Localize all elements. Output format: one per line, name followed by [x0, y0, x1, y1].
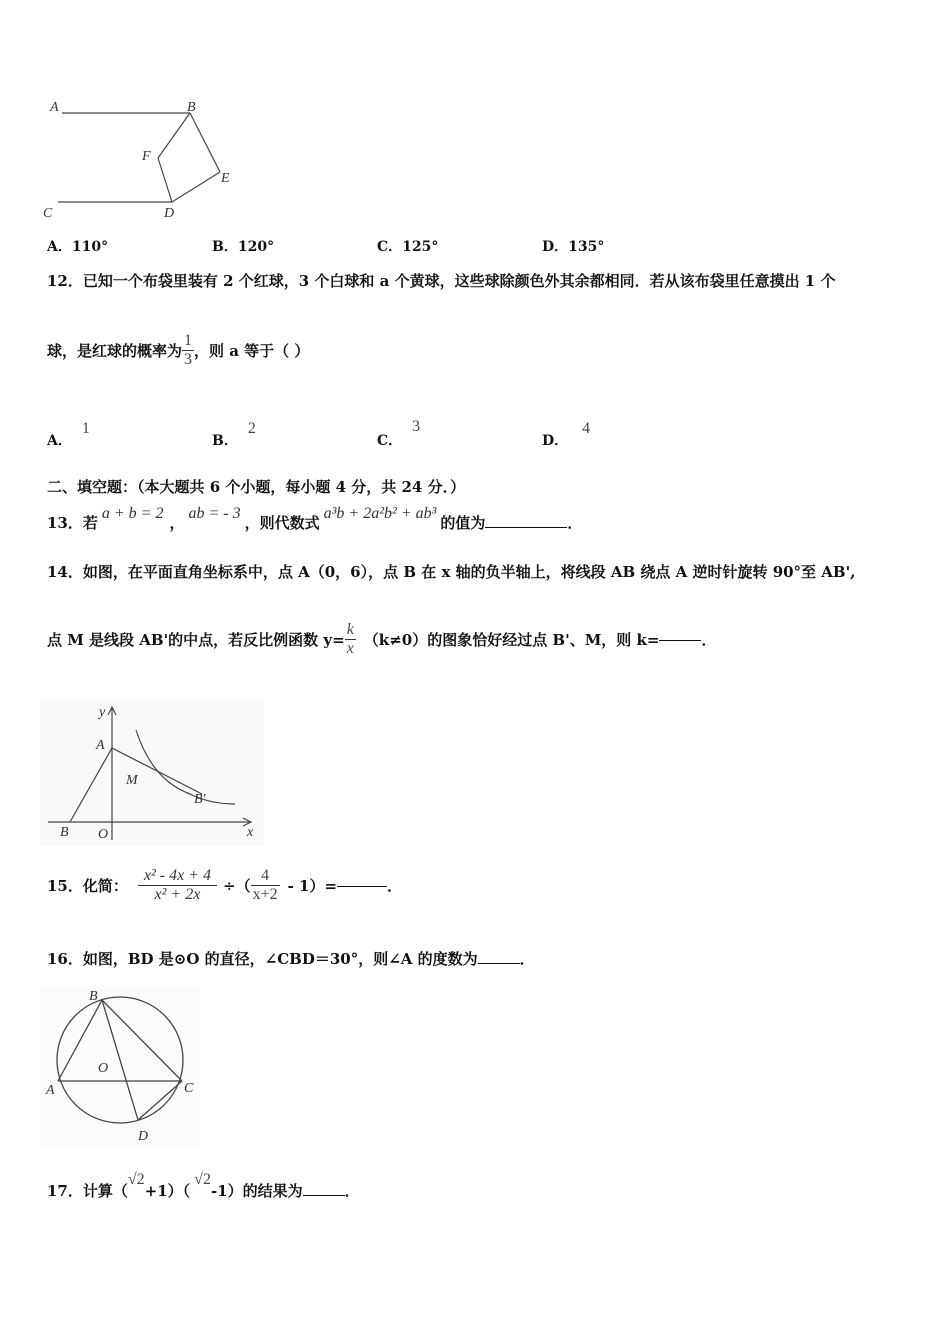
- q11-option-b[interactable]: [212, 236, 274, 256]
- fraction-denominator: x+2: [252, 886, 278, 903]
- q13-expression: a³b + 2a²b² + ab³: [323, 505, 437, 522]
- option-text: 125°: [402, 239, 439, 255]
- q11-option-c[interactable]: [377, 236, 438, 256]
- q15-fraction-1: [138, 867, 217, 904]
- q14-line2: [47, 621, 717, 658]
- q12-line2: [47, 332, 309, 369]
- q15-rest: - 1）=: [287, 877, 338, 895]
- label-m: M: [126, 773, 138, 788]
- label-e: E: [221, 171, 230, 186]
- q12-option-a[interactable]: [47, 418, 90, 449]
- label-b: B: [89, 989, 98, 1004]
- q12-line2-prefix: 球，是红球的概率为: [47, 342, 183, 360]
- q15-divide: ÷（: [223, 877, 251, 895]
- q14-figure: [40, 700, 264, 846]
- segment-ed: [172, 172, 220, 202]
- q17-line: [47, 1168, 360, 1200]
- q13-prefix: 13．若: [47, 514, 98, 532]
- option-text: 135°: [568, 239, 605, 255]
- option-key: A．: [47, 433, 72, 449]
- q17-mid: +1）（: [144, 1182, 191, 1200]
- q12-option-b[interactable]: [212, 418, 256, 449]
- q15-prefix: 15．化简：: [47, 877, 128, 895]
- q16-end: ．: [519, 950, 535, 968]
- segment-be: [190, 113, 220, 172]
- q17-rest: -1）的结果为: [210, 1182, 303, 1200]
- q14-line2-suffix: （k≠0）的图象恰好经过点 B'、M，则 k=: [363, 631, 660, 649]
- option-key: B．: [212, 433, 238, 449]
- q13-eq2: ab = - 3: [188, 505, 241, 522]
- q13-sep: ，: [169, 514, 185, 532]
- label-c: C: [43, 206, 53, 221]
- fraction-numerator: x² - 4x + 4: [143, 867, 211, 884]
- q14-line1: 14．如图，在平面直角坐标系中，点 A（0，6），点 B 在 x 轴的负半轴上，将线段 AB 绕点 A 逆时针旋转 90°至 AB',: [47, 563, 856, 581]
- q13-mid: ，则代数式: [244, 514, 320, 532]
- label-x: x: [247, 825, 254, 840]
- label-a: A: [50, 100, 59, 115]
- q17-end: ．: [344, 1182, 360, 1200]
- segment-fd: [158, 158, 172, 202]
- option-key: D．: [542, 433, 569, 449]
- q17-prefix: 17．计算（: [47, 1182, 128, 1200]
- option-key: C．: [377, 433, 403, 449]
- option-text: 3: [412, 418, 421, 435]
- q16-text: 16．如图，BD 是⊙O 的直径，∠CBD＝30°，则∠A 的度数为: [47, 950, 478, 968]
- q15-answer-blank[interactable]: [337, 885, 387, 887]
- fraction-numerator: 1: [184, 332, 193, 349]
- option-text: 120°: [237, 239, 275, 255]
- q12-option-d[interactable]: [542, 418, 591, 449]
- option-text: 1: [81, 420, 90, 437]
- q16-answer-blank[interactable]: [478, 962, 520, 964]
- q12-fraction: [182, 332, 194, 369]
- label-y: y: [99, 705, 106, 720]
- q14-end: ．: [701, 631, 717, 649]
- q11-option-a[interactable]: [47, 236, 108, 256]
- option-key: A．: [47, 239, 72, 255]
- q14-line2-prefix: 点 M 是线段 AB'的中点，若反比例函数 y=: [47, 631, 345, 649]
- label-a: A: [96, 738, 105, 753]
- q11-figure: [40, 92, 240, 224]
- q12-line2-suffix: ，则 a 等于（ ）: [194, 342, 310, 360]
- fraction-denominator: x² + 2x: [138, 885, 217, 904]
- fraction-numerator: k: [346, 621, 354, 638]
- q13-answer-blank[interactable]: [485, 526, 567, 528]
- q13-line: [47, 502, 583, 532]
- q14-answer-blank[interactable]: [659, 639, 701, 641]
- section-heading: 二、填空题：（本大题共 6 个小题，每小题 4 分，共 24 分．）: [47, 478, 466, 496]
- q15-fraction-2: [251, 867, 280, 904]
- label-b-prime: B': [194, 792, 206, 807]
- label-b: B: [187, 100, 196, 115]
- q11-option-d[interactable]: [542, 236, 604, 256]
- label-a: A: [46, 1083, 55, 1098]
- fraction-denominator: 3: [184, 351, 193, 368]
- q17-answer-blank[interactable]: [303, 1194, 345, 1196]
- label-o: O: [98, 1061, 109, 1076]
- fraction-numerator: 4: [261, 867, 270, 884]
- option-text: 2: [247, 420, 256, 437]
- label-o: O: [98, 827, 109, 842]
- q16-line: [47, 948, 535, 969]
- q13-eq1: a + b = 2: [101, 505, 164, 522]
- q13-end: ．: [567, 514, 583, 532]
- option-key: D．: [542, 239, 569, 255]
- q17-sqrt-2: √2: [194, 1171, 211, 1188]
- q12-option-c[interactable]: [377, 416, 421, 449]
- label-b: B: [60, 825, 69, 840]
- option-key: C．: [377, 239, 403, 255]
- label-d: D: [138, 1129, 149, 1144]
- q17-sqrt-1: √2: [127, 1171, 145, 1188]
- q14-fraction: [345, 621, 356, 658]
- q12-line1: 12．已知一个布袋里装有 2 个红球，3 个白球和 a 个黄球，这些球除颜色外其余都相同．若从该布袋里任意摸出 1 个: [47, 272, 836, 290]
- label-d: D: [164, 206, 175, 221]
- segment-bf: [158, 113, 190, 158]
- label-c: C: [184, 1081, 194, 1096]
- fraction-denominator: x: [346, 640, 354, 657]
- q16-figure: [40, 986, 200, 1146]
- q13-suffix: 的值为: [440, 514, 486, 532]
- label-f: F: [142, 149, 151, 164]
- option-key: B．: [212, 239, 238, 255]
- option-text: 4: [582, 420, 591, 437]
- q15-end: ．: [387, 877, 403, 895]
- option-text: 110°: [71, 239, 109, 255]
- q15-line: [47, 867, 402, 904]
